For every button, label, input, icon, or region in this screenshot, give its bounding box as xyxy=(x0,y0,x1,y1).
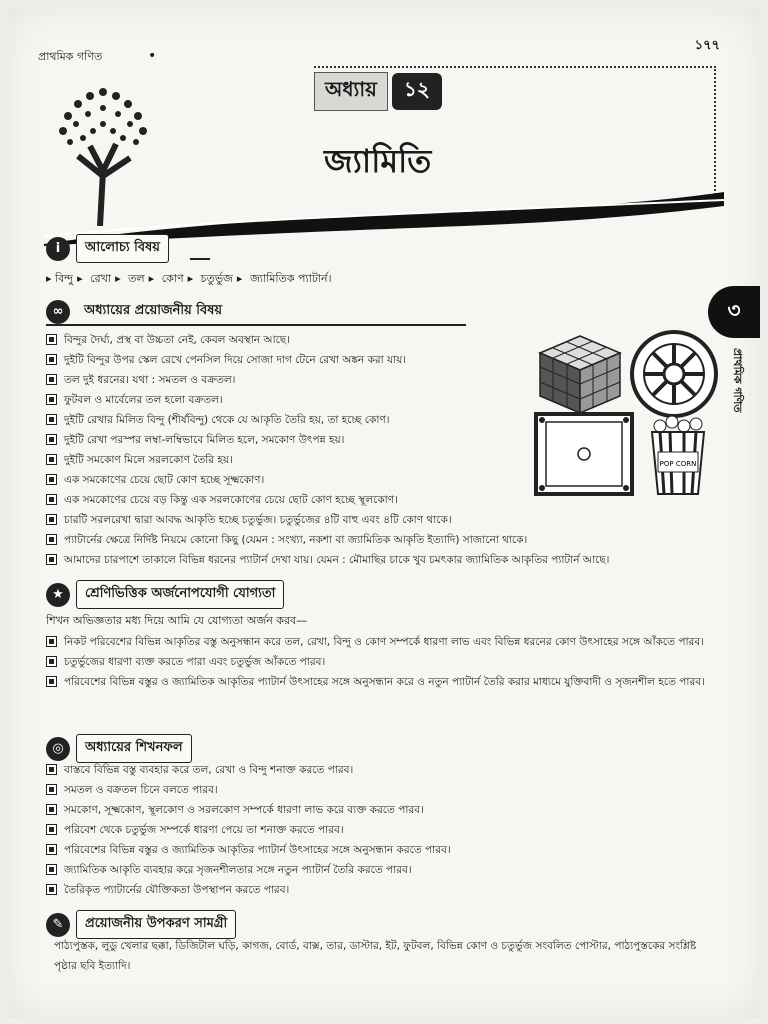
list-item: চারটি সরলরেখা দ্বারা আবদ্ধ আকৃতি হচ্ছে চতুর্ভুজ। চতুর্ভুজের ৪টি বাহু এবং ৪টি কোণ থাকে। xyxy=(46,510,609,530)
header-dot: • xyxy=(148,48,157,64)
bullet-icon xyxy=(46,804,57,815)
cube-image xyxy=(540,336,620,413)
bullet-icon xyxy=(46,434,57,445)
list-item: দুইটি রেখা পরস্পর লম্বা-লম্বিভাবে মিলিত হলে, সমকোণ উৎপন্ন হয়। xyxy=(46,430,609,450)
list-item: এক সমকোণের চেয়ে ছোট কোণ হচ্ছে সূক্ষ্মকোণ। xyxy=(46,470,609,490)
bullet-icon xyxy=(46,656,57,667)
list-item: ফুটবল ও মার্বেলের তল হলো বক্রতল। xyxy=(46,390,609,410)
bullet-icon xyxy=(46,374,57,385)
competency-list xyxy=(46,632,726,692)
list-item: পরিবেশের বিভিন্ন বস্তুর ও জ্যামিতিক আকৃতির প্যাটার্ন উৎসাহের সঙ্গে অনুসন্ধান করতে পারব। xyxy=(46,840,451,860)
bullet-icon xyxy=(46,824,57,835)
popcorn-label: POP CORN xyxy=(659,460,697,468)
prereq-heading: ∞ অধ্যায়ের প্রয়োজনীয় বিষয় xyxy=(46,298,230,325)
bullet-icon xyxy=(46,354,57,365)
bullet-icon xyxy=(46,554,57,565)
bullet-icon xyxy=(46,676,57,687)
chapter-number: ১২ xyxy=(392,73,442,110)
list-item: পরিবেশের বিভিন্ন বস্তুর ও জ্যামিতিক আকৃতির প্যাটার্ন উৎসাহের সঙ্গে অনুসন্ধান করে ও নতুন প্যাটার্ন তৈরি করার মাধ্যমে যুক্তিবাদী ও সৃজনশীল হতে পারব। xyxy=(46,672,726,692)
bullet-icon xyxy=(46,514,57,525)
list-item: আমাদের চারপাশে তাকালে বিভিন্ন ধরনের প্যাটার্ন দেখা যায়। যেমন : মৌমাছির চাকে খুব চমৎকার জ্যামিতিক আকৃতির প্যাটার্ন আছে। xyxy=(46,550,609,570)
outcomes-heading: ◎ অধ্যায়ের শিখনফল xyxy=(46,734,192,763)
badge-icon: ★ xyxy=(46,583,70,607)
materials-heading: ✎ প্রয়োজনীয় উপকরণ সামগ্রী xyxy=(46,910,236,939)
bullet-icon xyxy=(46,334,57,345)
chapter-title: জ্যামিতি xyxy=(324,142,432,180)
topics-list: ▸ বিন্দু ▸ রেখা ▸ তল ▸ কোণ ▸ চতুর্ভুজ ▸ জ্যামিতিক প্যাটার্ন। xyxy=(46,272,332,285)
wheel-image xyxy=(632,332,716,416)
list-item: জ্যামিতিক আকৃতি ব্যবহার করে সৃজনশীলতার সঙ্গে নতুন প্যাটার্ন তৈরি করতে পারব। xyxy=(46,860,451,880)
bullet-icon xyxy=(46,534,57,545)
list-item: দুইটি বিন্দুর উপর স্কেল রেখে পেনসিল দিয়ে সোজা দাগ টেনে রেখা অঙ্কন করা যায়। xyxy=(46,350,609,370)
list-item: তৈরিকৃত প্যাটার্নের যৌক্তিকতা উপস্থাপন করতে পারব। xyxy=(46,880,451,900)
list-item: পরিবেশ থেকে চতুর্ভুজ সম্পর্কে ধারণা পেয়ে তা শনাক্ত করতে পারব। xyxy=(46,820,451,840)
competency-intro: শিখন অভিজ্ঞতার মধ্য দিয়ে আমি যে যোগ্যতা অর্জন করব— xyxy=(46,614,308,627)
bullet-icon xyxy=(46,884,57,895)
popcorn-image xyxy=(652,416,704,494)
chapter-banner xyxy=(44,66,724,236)
bullet-icon xyxy=(46,844,57,855)
list-item: দুইটি রেখার মিলিত বিন্দু (শীর্ষবিন্দু) থেকে যে আকৃতি তৈরি হয়, তা হচ্ছে কোণ। xyxy=(46,410,609,430)
bullet-icon xyxy=(46,494,57,505)
carrom-board-image xyxy=(536,414,632,494)
list-item: বিন্দুর দৈর্ঘ্য, প্রস্থ বা উচ্চতা নেই, কেবল অবস্থান আছে। xyxy=(46,330,609,350)
prereq-list xyxy=(46,330,609,570)
bullet-icon xyxy=(46,414,57,425)
topic-item: চতুর্ভুজ xyxy=(200,272,233,285)
chain-icon: ∞ xyxy=(46,300,70,324)
side-tab-mark: ৩ xyxy=(708,286,760,338)
divider xyxy=(190,258,210,260)
list-item: প্যাটার্নের ক্ষেত্রে নির্দিষ্ট নিয়মে কোনো কিছু (যেমন : সংখ্যা, নকশা বা জ্যামিতিক আকৃতি ইত্যাদি) সাজানো থাকে। xyxy=(46,530,609,550)
list-item: সমতল ও বক্রতল চিনে বলতে পারব। xyxy=(46,780,451,800)
topic-item: বিন্দু xyxy=(55,272,74,285)
competency-heading: ★ শ্রেণিভিত্তিক অর্জনোপযোগী যোগ্যতা xyxy=(46,580,284,609)
chapter-word: অধ্যায় xyxy=(314,72,388,111)
page-number: ১৭৭ xyxy=(694,38,720,53)
topic-item: রেখা xyxy=(90,272,112,285)
list-item: সমকোণ, সূক্ষ্মকোণ, স্থূলকোণ ও সরলকোণ সম্পর্কে ধারণা লাভ করে ব্যক্ত করতে পারব। xyxy=(46,800,451,820)
divider xyxy=(46,324,466,326)
materials-text: পাঠ্যপুস্তক, লুডু খেলার ছক্কা, ডিজিটাল ঘড়ি, কাগজ, বোর্ড, বাক্স, তার, ডাস্টার, ইট, ফুটবল, বিভিন্ন কোণ ও চতুর্ভুজ সংবলিত পোস্টার, পাঠ্যপুস্তকের সংশ্লিষ্ট পৃষ্ঠার ছবি ইত্যাদি। xyxy=(54,940,697,972)
target-icon: ◎ xyxy=(46,737,70,761)
shape-illustrations xyxy=(530,328,720,498)
bullet-icon xyxy=(46,454,57,465)
list-item: তল দুই ধরনের। যথা : সমতল ও বক্রতল। xyxy=(46,370,609,390)
list-item: বাস্তবে বিভিন্ন বস্তু ব্যবহার করে তল, রেখা ও বিন্দু শনাক্ত করতে পারব। xyxy=(46,760,451,780)
chapter-tag xyxy=(314,74,442,108)
bullet-icon xyxy=(46,784,57,795)
bullet-icon xyxy=(46,764,57,775)
list-item: দুইটি সমকোণ মিলে সরলকোণ তৈরি হয়। xyxy=(46,450,609,470)
bullet-icon xyxy=(46,474,57,485)
side-tab-text: প্রাথমিক গণিত xyxy=(731,348,744,413)
bullet-icon xyxy=(46,636,57,647)
list-item: নিকট পরিবেশের বিভিন্ন আকৃতির বস্তু অনুসন্ধান করে তল, রেখা, বিন্দু ও কোণ সম্পর্কে ধারণা লাভ এবং বিভিন্ন ধরনের কোণ উৎসাহের সঙ্গে আঁকতে পারব। xyxy=(46,632,726,652)
list-item: এক সমকোণের চেয়ে বড় কিন্তু এক সরলকোণের চেয়ে ছোট কোণ হচ্ছে স্থূলকোণ। xyxy=(46,490,609,510)
tools-icon: ✎ xyxy=(46,913,70,937)
tree-icon xyxy=(48,76,158,226)
textbook-page xyxy=(8,8,760,1018)
info-icon: i xyxy=(46,237,70,261)
topic-item: জ্যামিতিক প্যাটার্ন। xyxy=(249,272,332,285)
topic-item: কোণ xyxy=(161,272,184,285)
bullet-icon xyxy=(46,394,57,405)
topics-heading: i আলোচ্য বিষয় xyxy=(46,234,169,263)
book-title: প্রাথমিক গণিত xyxy=(38,50,103,63)
bullet-icon xyxy=(46,864,57,875)
list-item: চতুর্ভুজের ধারণা ব্যক্ত করতে পারা এবং চতুর্ভুজ আঁকতে পারব। xyxy=(46,652,726,672)
topic-item: তল xyxy=(128,272,145,285)
outcomes-list xyxy=(46,760,451,900)
